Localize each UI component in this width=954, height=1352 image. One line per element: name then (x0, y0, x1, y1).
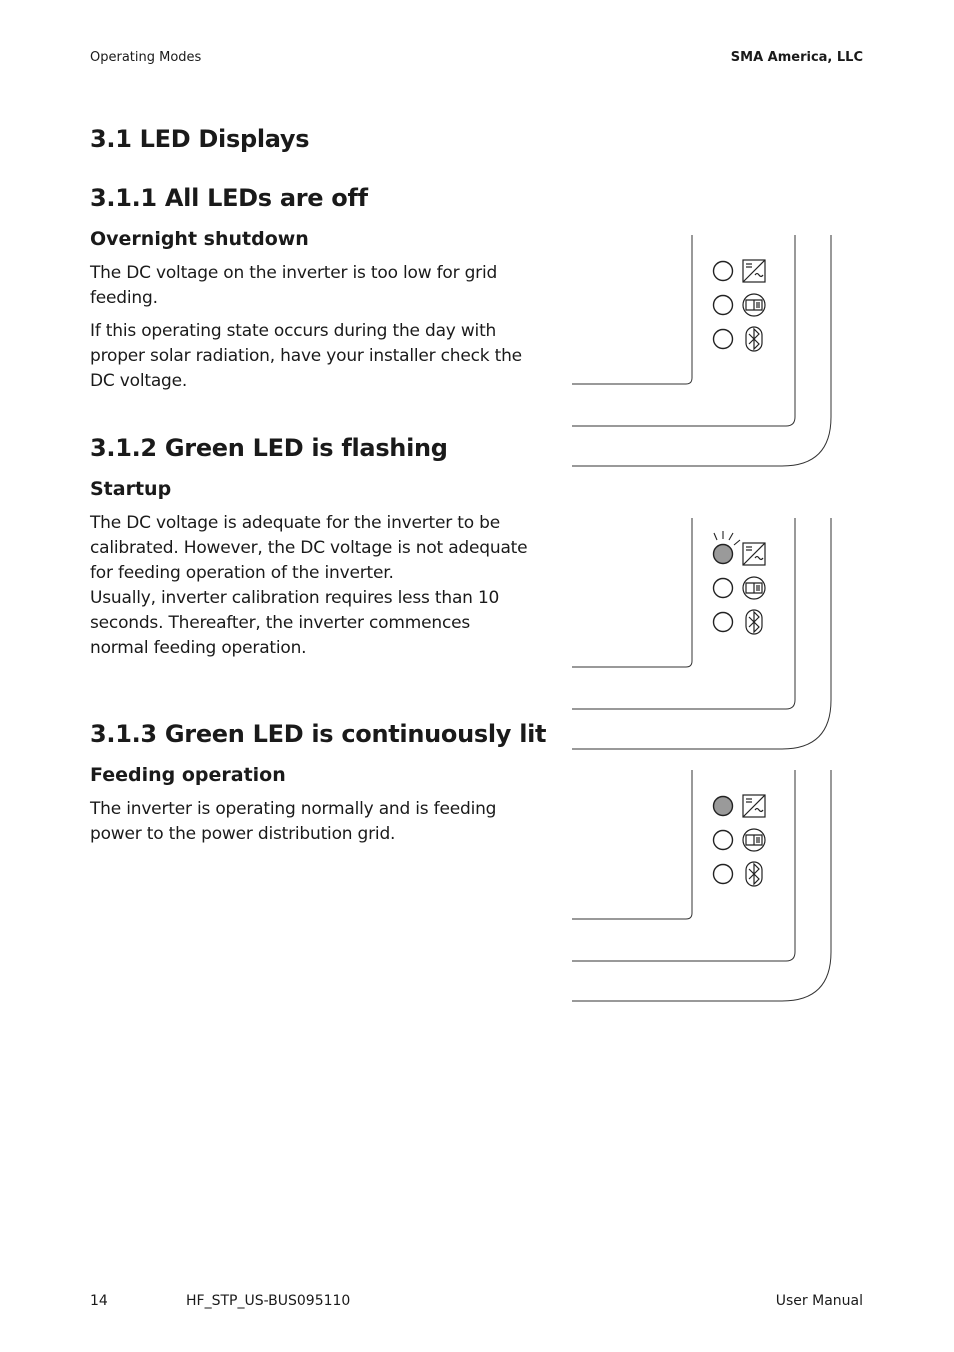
bluetooth-icon (746, 862, 762, 886)
led-communication (714, 579, 733, 598)
led-inverter (714, 797, 733, 816)
led-inverter (714, 545, 733, 564)
led-inverter (714, 262, 733, 281)
led-bluetooth (714, 865, 733, 884)
fault-book-icon (743, 577, 765, 599)
page-number: 14 (90, 1293, 108, 1309)
subsection-title-green-flashing: 3.1.2 Green LED is flashing (90, 434, 448, 462)
flashing-rays (714, 531, 740, 545)
led-panel-illustration-off (572, 234, 834, 468)
document-type: User Manual (775, 1293, 863, 1309)
bluetooth-icon (746, 610, 762, 634)
body-text-all-leds-off (90, 261, 540, 394)
panel-outer-outline (572, 770, 831, 1001)
body-text-green-lit (90, 797, 540, 847)
subsection-subtitle-overnight-shutdown: Overnight shutdown (90, 228, 309, 250)
document-id: HF_STP_US-BUS095110 (186, 1293, 351, 1309)
led-communication (714, 296, 733, 315)
panel-inner-outline (572, 770, 692, 919)
led-communication (714, 831, 733, 850)
paragraph: The DC voltage is adequate for the inverter to be calibrated. However, the DC voltage is not adequate for feeding operation of the inverter. (90, 513, 528, 583)
panel-inner-outline (572, 235, 692, 384)
running-header-section: Operating Modes (90, 50, 202, 65)
led-column (714, 545, 733, 632)
paragraph: The inverter is operating normally and is feeding power to the power distribution grid. (90, 799, 497, 844)
dc-ac-inverter-icon (743, 795, 765, 817)
paragraph: The DC voltage on the inverter is too low for grid feeding. (90, 263, 498, 308)
fault-book-icon (743, 294, 765, 316)
led-bluetooth (714, 330, 733, 349)
led-bluetooth (714, 613, 733, 632)
paragraph: If this operating state occurs during the day with proper solar radiation, have your installer check the DC voltage. (90, 321, 522, 391)
running-header-company: SMA America, LLC (730, 50, 863, 65)
fault-book-icon (743, 829, 765, 851)
panel-inner-outline (572, 518, 692, 667)
led-panel-illustration-lit (572, 769, 834, 1003)
subsection-title-green-lit: 3.1.3 Green LED is continuously lit (90, 720, 547, 748)
led-column (714, 262, 733, 349)
subsection-title-all-leds-off: 3.1.1 All LEDs are off (90, 184, 368, 212)
paragraph: Usually, inverter calibration requires less than 10 seconds. Thereafter, the inverter commences normal feeding operation. (90, 588, 500, 658)
dc-ac-inverter-icon (743, 543, 765, 565)
section-title: 3.1 LED Displays (90, 125, 310, 153)
panel-outer-outline (572, 235, 831, 466)
bluetooth-icon (746, 327, 762, 351)
body-text-green-flashing (90, 511, 540, 661)
subsection-subtitle-feeding-operation: Feeding operation (90, 764, 286, 786)
led-panel-illustration-flashing (572, 517, 834, 751)
dc-ac-inverter-icon (743, 260, 765, 282)
led-column (714, 797, 733, 884)
subsection-subtitle-startup: Startup (90, 478, 172, 500)
panel-outer-outline (572, 518, 831, 749)
